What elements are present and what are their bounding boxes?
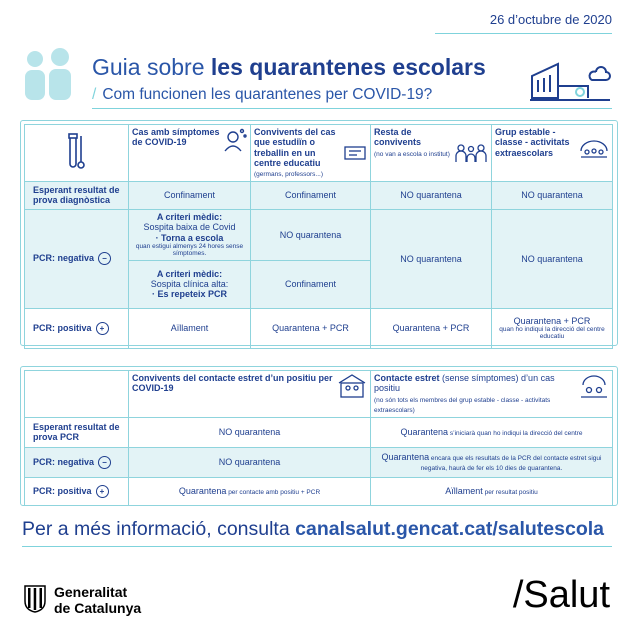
quarantine-table-cases <box>24 124 613 349</box>
column-header: Resta de convivents (no van a escola o institut) <box>371 125 492 182</box>
table-cell: NO quarantena <box>371 209 492 308</box>
more-info-text: Per a més informació, consulta canalsalut.gencat.cat/salutescola <box>22 518 605 540</box>
row-label: Esperant resultat de prova diagnòstica <box>25 181 129 209</box>
minus-circle-icon: − <box>98 456 111 469</box>
page-title: Guia sobre les quarantenes escolars <box>92 54 486 80</box>
quarantine-table-contacts <box>24 370 613 506</box>
table-cell: NO quarantena <box>129 447 371 477</box>
column-header: Contacte estret (sense símptomes) d’un cas positiu (no són tots els membres del grup estable - classe - activitats extraescolars) <box>371 371 613 418</box>
table-cell: A criteri mèdic: Sospita clínica alta: · Es repeteix PCR <box>129 260 251 308</box>
column-header: Grup estable - classe - activitats extraescolars <box>492 125 613 182</box>
classroom-icon <box>579 373 609 399</box>
header-icon-cell <box>25 125 129 182</box>
table-cell: Quarantena encara que els resultats de la PCR del contacte estret sigui negativa, haurà de fer els 10 dies de quarantena. <box>371 447 613 477</box>
column-header: Cas amb símptomes de COVID-19 <box>129 125 251 182</box>
column-header: Convivents del contacte estret d’un positiu per COVID-19 <box>129 371 371 418</box>
table-cell: Confinament <box>251 260 371 308</box>
table-cell: Quarantena + PCR <box>371 308 492 348</box>
row-label: PCR: positiva + <box>25 308 129 348</box>
salut-logo: /Salut <box>512 574 610 616</box>
row-label: PCR: negativa − <box>25 209 129 308</box>
table-cell: NO quarantena <box>371 181 492 209</box>
family-icon <box>337 373 367 399</box>
divider <box>92 108 612 109</box>
table-cell: Quarantena + PCR <box>251 308 371 348</box>
page-subtitle: / Com funcionen les quarantenes per COVID-19? <box>92 86 433 103</box>
table-cell: Quarantena + PCR quan ho indiqui la direcció del centre educatiu <box>492 308 613 348</box>
table-cell: NO quarantena <box>129 417 371 447</box>
family-icon <box>454 143 488 163</box>
classroom-icon <box>579 137 609 159</box>
table-cell: Confinament <box>129 181 251 209</box>
row-label: PCR: negativa − <box>25 447 129 477</box>
plus-circle-icon: + <box>96 485 109 498</box>
table-cell: NO quarantena <box>492 209 613 308</box>
date: 26 d’octubre de 2020 <box>489 12 612 27</box>
row-label: PCR: positiva + <box>25 477 129 505</box>
table-cell: Confinament <box>251 181 371 209</box>
school-building-icon <box>528 58 612 104</box>
table-cell: NO quarantena <box>492 181 613 209</box>
header-empty-cell <box>25 371 129 418</box>
table-cell: Quarantena s’iniciarà quan ho indiqui la direcció del centre <box>371 417 613 447</box>
divider <box>22 546 612 547</box>
generalitat-logo-icon <box>24 585 46 613</box>
teacher-icon <box>343 145 367 163</box>
test-tube-icon <box>66 132 88 172</box>
row-label: Esperant resultat de prova PCR <box>25 417 129 447</box>
table-cell: Aïllament <box>129 308 251 348</box>
plus-circle-icon: + <box>96 322 109 335</box>
table-cell: NO quarantena <box>251 209 371 260</box>
table-cell: Aïllament per resultat positiu <box>371 477 613 505</box>
sick-person-icon <box>221 127 247 153</box>
column-header: Convivents del cas que estudiïn o treballin en un centre educatiu (germans, professors...) <box>251 125 371 182</box>
people-icon <box>22 48 74 102</box>
table-cell: A criteri mèdic: Sospita baixa de Covid · Torna a escola quan estigui almenys 24 hores sense símptomes. <box>129 209 251 260</box>
more-info-link[interactable]: canalsalut.gencat.cat/salutescola <box>295 518 605 540</box>
minus-circle-icon: − <box>98 252 111 265</box>
table-cell: Quarantena per contacte amb positiu + PCR <box>129 477 371 505</box>
generalitat-name: Generalitat de Catalunya <box>54 584 142 616</box>
divider <box>435 33 612 34</box>
